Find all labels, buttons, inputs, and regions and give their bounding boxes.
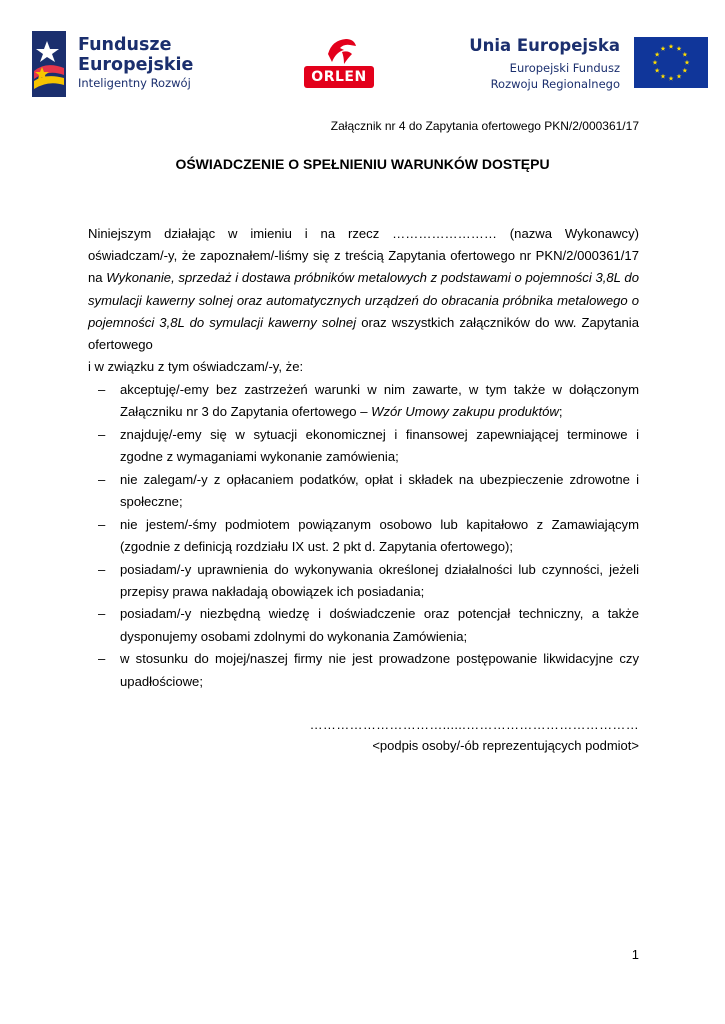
fe-logo-line3: Inteligentny Rozwój	[78, 76, 191, 90]
eu-logo-subtitle-2: Rozwoju Regionalnego	[490, 77, 620, 91]
declaration-text: akceptuję/-emy bez zastrzeżeń warunki w nim zawarte, w tym także w dołączonym Załączniku nr 3 do Zapytania ofertowego –	[120, 381, 639, 420]
attachment-reference: Załącznik nr 4 do Zapytania ofertowego PKN/2/000361/17	[330, 119, 639, 133]
declaration-item	[88, 559, 639, 603]
intro-text-italic: Wykonanie, sprzedaż i dostawa próbników metalowych z podstawami o pojemności 3,8L do symulacji kawerny solnej oraz automatycznych urządzeń do obracania próbnika metalowego o pojemności 3,8L do symulacji kawerny solnej	[88, 270, 639, 330]
bullet-dash: –	[98, 606, 106, 622]
signature-caption: <podpis osoby/-ób reprezentujących podmiot>	[372, 738, 639, 753]
document-title: OŚWIADCZENIE O SPEŁNIENIU WARUNKÓW DOSTĘPU	[175, 156, 550, 172]
eu-logo-subtitle-1: Europejski Fundusz	[509, 61, 620, 75]
eu-logo-title: Unia Europejska	[469, 36, 620, 55]
document-body	[88, 223, 639, 693]
declaration-item	[88, 648, 639, 692]
lead-in: i w związku z tym oświadczam/-y, że:	[88, 359, 304, 375]
fundusze-europejskie-star-icon	[32, 31, 66, 97]
declaration-item	[88, 379, 639, 423]
bullet-dash: –	[98, 426, 106, 442]
page-number: 1	[631, 947, 639, 962]
signature-line: …………………………......…………………………………	[309, 717, 639, 732]
declaration-text: znajduję/-emy się w sytuacji ekonomicznej i finansowej zapewniającej terminowe i zgodne z wymaganiami wykonanie zamówienia;	[120, 426, 639, 465]
declaration-item	[88, 514, 639, 558]
bullet-dash: –	[98, 561, 106, 577]
declaration-text: nie zalegam/-y z opłacaniem podatków, opłat i składek na ubezpieczenie zdrowotne i społeczne;	[120, 471, 639, 509]
declaration-item	[88, 424, 639, 468]
orlen-wordmark: ORLEN	[304, 66, 374, 88]
bullet-dash: –	[98, 516, 106, 532]
orlen-eagle-icon	[322, 36, 358, 66]
declaration-text: w stosunku do mojej/naszej firmy nie jest prowadzone postępowanie likwidacyjne czy upadłościowe;	[120, 651, 639, 689]
declaration-text: posiadam/-y uprawnienia do wykonywania określonej działalności lub czynności, jeżeli przepisy prawa nakładają obowiązek ich posiadania;	[120, 561, 639, 599]
declaration-item	[88, 469, 639, 513]
eu-flag-icon	[634, 37, 708, 88]
eu-logo-text	[469, 36, 620, 92]
fundusze-europejskie-logo	[32, 31, 202, 101]
fe-logo-line2: Europejskie	[78, 54, 194, 75]
fe-logo-line1: Fundusze	[78, 35, 172, 55]
intro-text-part1: Niniejszym działając w imieniu i na rzecz …………………… (nazwa Wykonawcy) oświadczam/-y, że zapoznałem/-liśmy się z treścią Zapytania ofertowego nr PKN/2/000361/17 na	[88, 226, 639, 286]
intro-text-part2: oraz wszystkich załączników do ww. Zapytania ofertowego	[88, 314, 639, 353]
bullet-dash: –	[98, 381, 106, 397]
declaration-italic: Wzór Umowy zakupu produktów	[371, 404, 559, 420]
declaration-tail: ;	[558, 404, 563, 420]
declaration-text: posiadam/-y niezbędną wiedzę i doświadczenie oraz potencjał techniczny, a także dysponujemy osobami zdolnymi do wykonania Zamówienia;	[120, 606, 639, 644]
orlen-logo	[302, 36, 376, 92]
bullet-dash: –	[98, 471, 106, 487]
bullet-dash: –	[98, 651, 106, 667]
declaration-text: nie jestem/-śmy podmiotem powiązanym osobowo lub kapitałowo z Zamawiającym (zgodnie z definicją rozdziału IX ust. 2 pkt d. Zapytania ofertowego);	[120, 516, 639, 554]
declarations-list	[88, 379, 639, 693]
declaration-item	[88, 603, 639, 647]
intro-paragraph	[88, 223, 639, 356]
